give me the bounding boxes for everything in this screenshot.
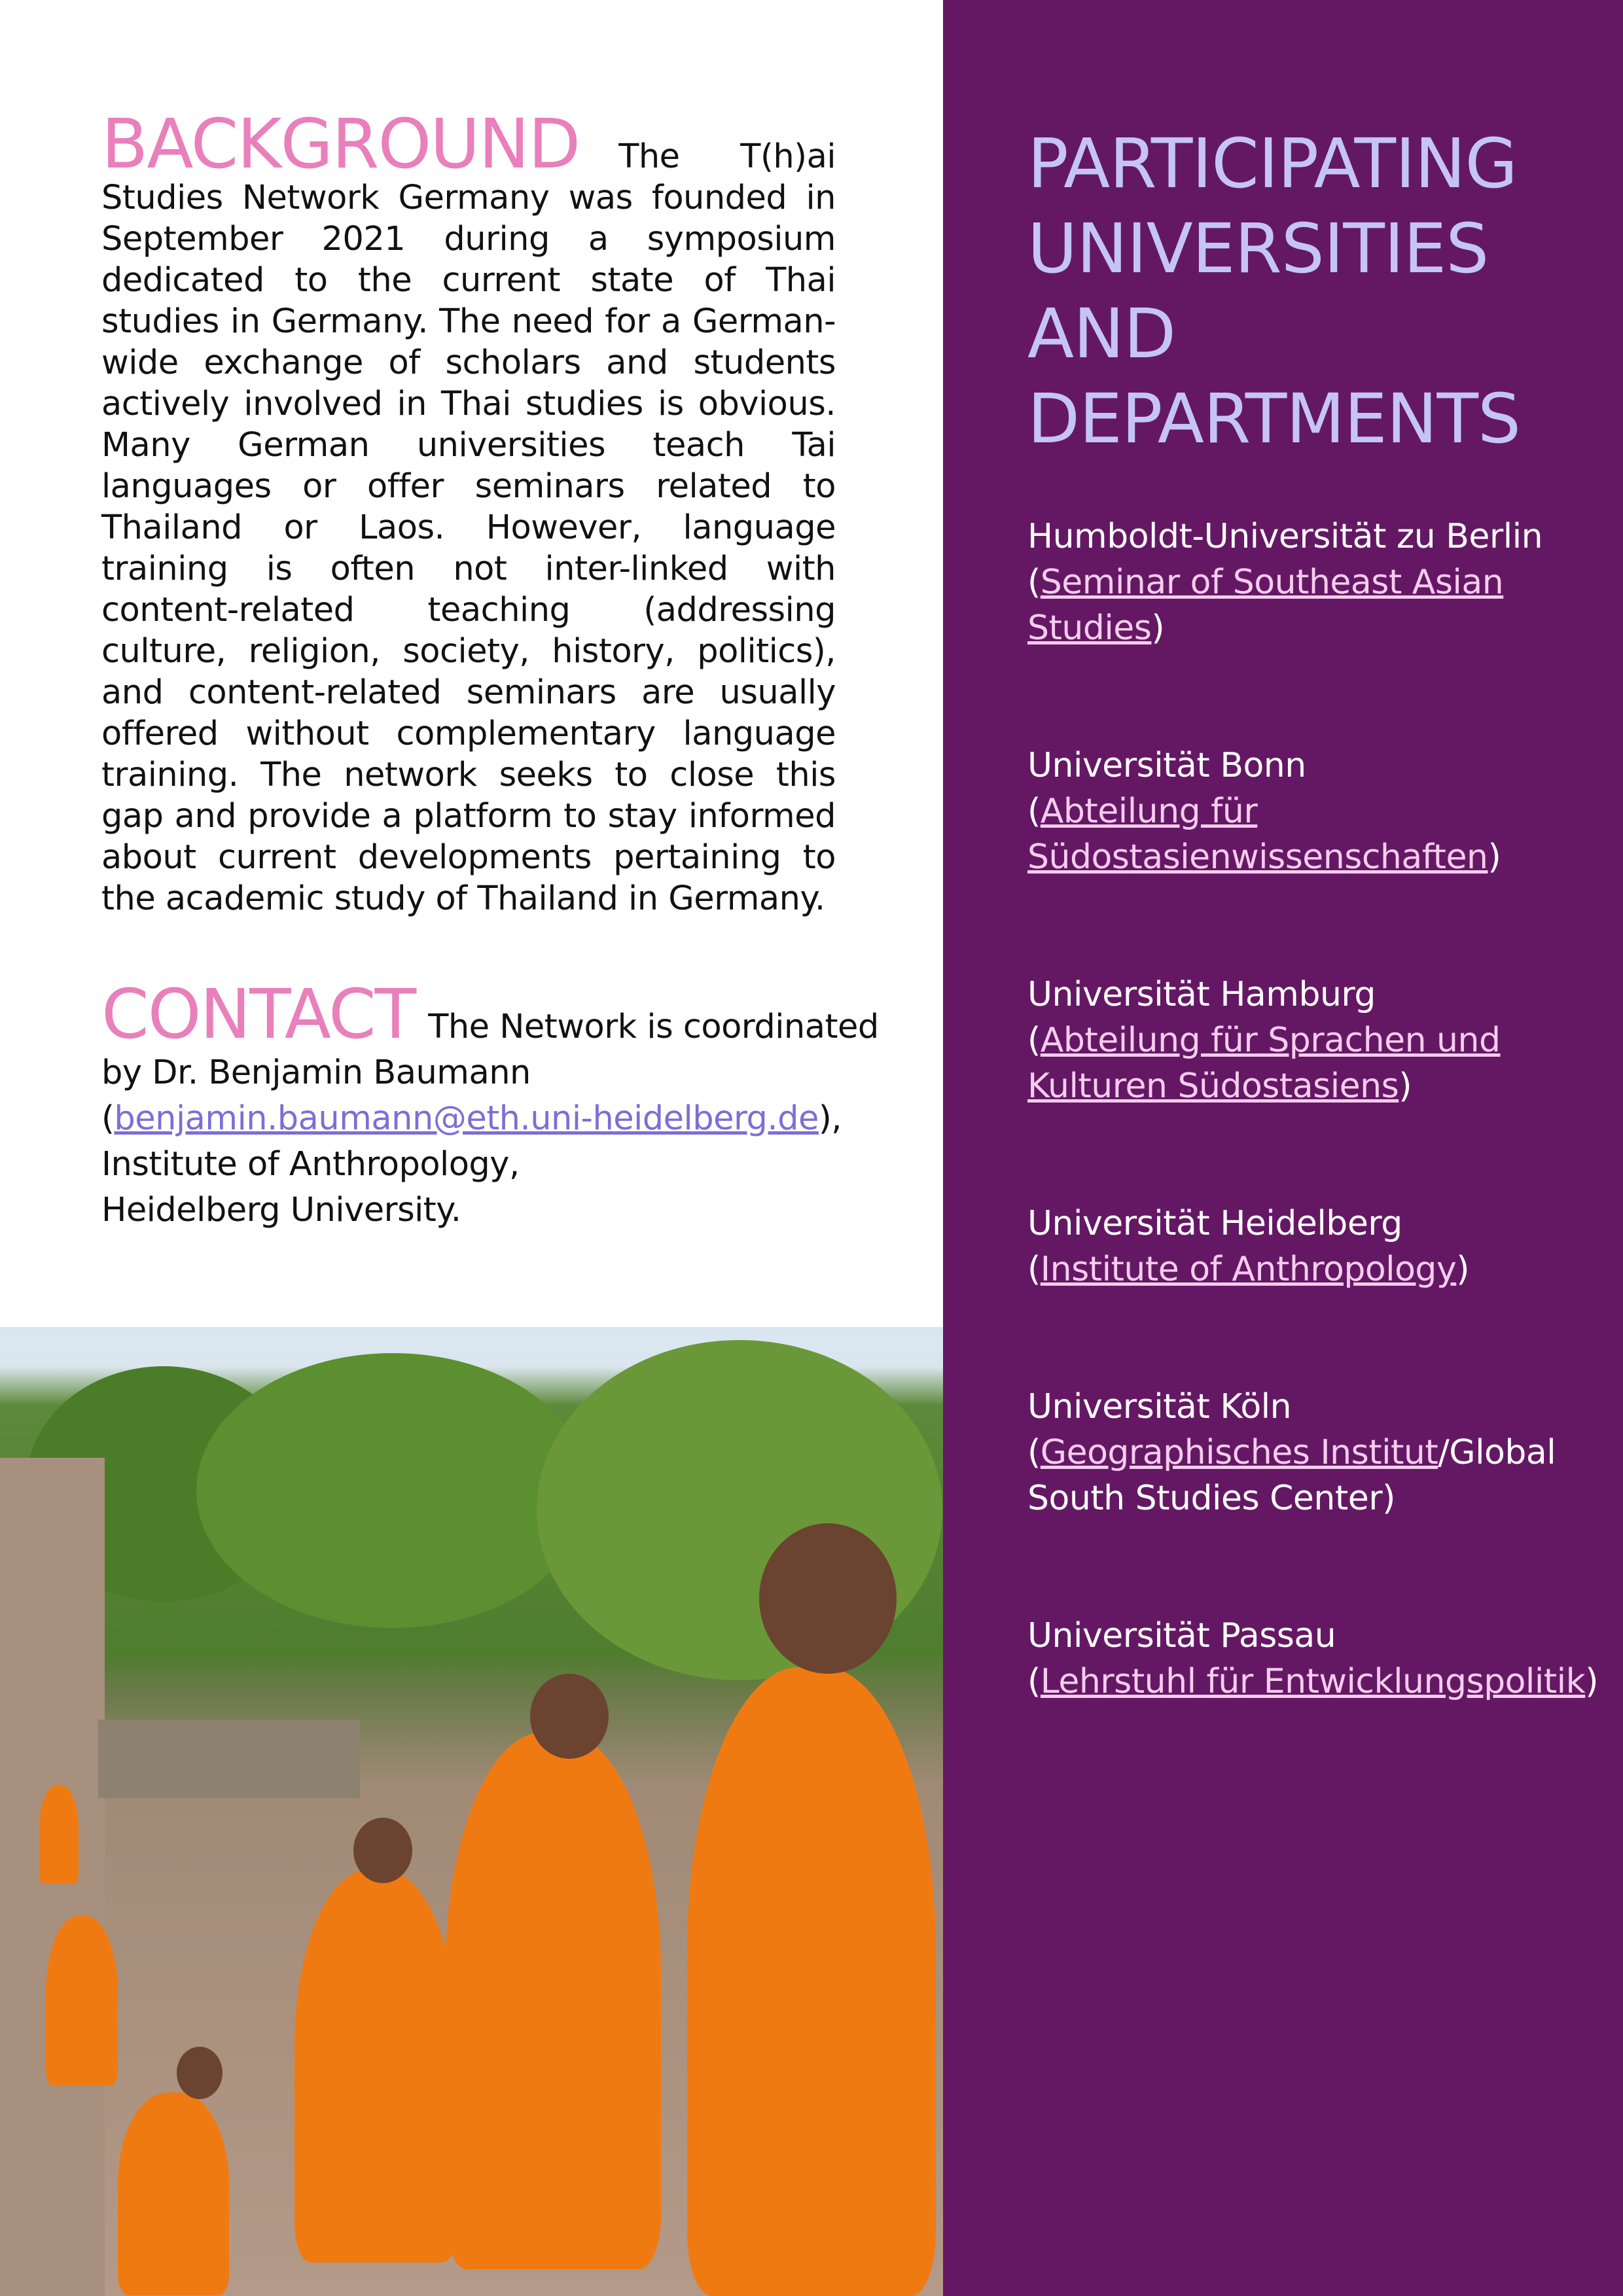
monks-photo — [0, 1327, 943, 2296]
contact-line: The Network is coordinated by Dr. Benjamin Baumann — [101, 1008, 879, 1092]
background-section — [101, 104, 836, 919]
title-line: DEPARTMENTS — [1027, 379, 1521, 459]
suffix: ) — [1488, 838, 1501, 877]
participating-title — [1027, 121, 1520, 461]
university-name: Universität Hamburg — [1027, 975, 1376, 1014]
department-link[interactable]: Abteilung für Südostasienwissenschaften — [1027, 792, 1488, 877]
background-text: The T(h)ai Studies Network Germany was founded in September 2021 during a symposium dedicated to the current state of Thai studies in Germany. The need for a German-wide exchange of scholars and students actively involved in Thai studies is obvious. Many German universities teach Tai languages or offer seminars related to Thailand or Laos. However, language training is often not inter-linked with content-related teaching (addressing culture, religion, society, history, politics), and content-related seminars are usually offered without complementary language training. The network seeks to close this gap and provide a platform to stay informed about current developments pertaining to the academic study of Thailand in Germany. — [101, 137, 836, 918]
university-name: Universität Heidelberg — [1027, 1204, 1402, 1243]
suffix: ) — [1456, 1250, 1470, 1289]
contact-section — [101, 974, 887, 1233]
university-item: Universität Heidelberg (Institute of Anthropology) — [1027, 1201, 1603, 1384]
department-link[interactable]: Seminar of Southeast Asian Studies — [1027, 563, 1504, 648]
paren: ( — [101, 1099, 115, 1138]
university-item: Humboldt-Universität zu Berlin (Seminar of Southeast Asian Studies) — [1027, 514, 1603, 743]
title-line: AND — [1027, 294, 1176, 374]
department-link[interactable]: Lehrstuhl für Entwicklungspolitik — [1040, 1662, 1586, 1701]
department-link[interactable]: Geographisches Institut — [1040, 1433, 1438, 1472]
title-line: UNIVERSITIES — [1027, 209, 1489, 289]
contact-institute: Institute of Anthropology, — [101, 1145, 520, 1184]
paren: ), — [818, 1099, 842, 1138]
email-link[interactable]: benjamin.baumann@eth.uni-heidelberg.de — [114, 1099, 819, 1138]
left-panel — [0, 0, 943, 1327]
department-link[interactable]: Abteilung für Sprachen und Kulturen Südostasiens — [1027, 1021, 1501, 1106]
suffix: ) — [1399, 1067, 1412, 1106]
university-name: Universität Passau — [1027, 1616, 1336, 1655]
contact-heading: CONTACT — [101, 974, 416, 1054]
university-name: Humboldt-Universität zu Berlin — [1027, 517, 1543, 556]
university-item: Universität Bonn (Abteilung für Südostasienwissenschaften) — [1027, 743, 1603, 972]
department-link[interactable]: Institute of Anthropology — [1040, 1250, 1457, 1289]
suffix: ) — [1585, 1662, 1599, 1701]
university-item: Universität Passau (Lehrstuhl für Entwicklungspolitik) — [1027, 1613, 1603, 1842]
contact-university: Heidelberg University. — [101, 1191, 461, 1229]
university-name: Universität Bonn — [1027, 746, 1306, 785]
suffix: ) — [1151, 609, 1165, 648]
background-heading: BACKGROUND — [101, 104, 580, 184]
suffix: /Global South Studies Center) — [1027, 1433, 1556, 1518]
university-list — [1027, 514, 1603, 1842]
university-name: Universität Köln — [1027, 1387, 1292, 1426]
university-item: Universität Köln (Geographisches Institut/Global South Studies Center) — [1027, 1384, 1603, 1613]
title-line: PARTICIPATING — [1027, 124, 1518, 203]
university-item: Universität Hamburg (Abteilung für Sprachen und Kulturen Südostasiens) — [1027, 972, 1603, 1201]
